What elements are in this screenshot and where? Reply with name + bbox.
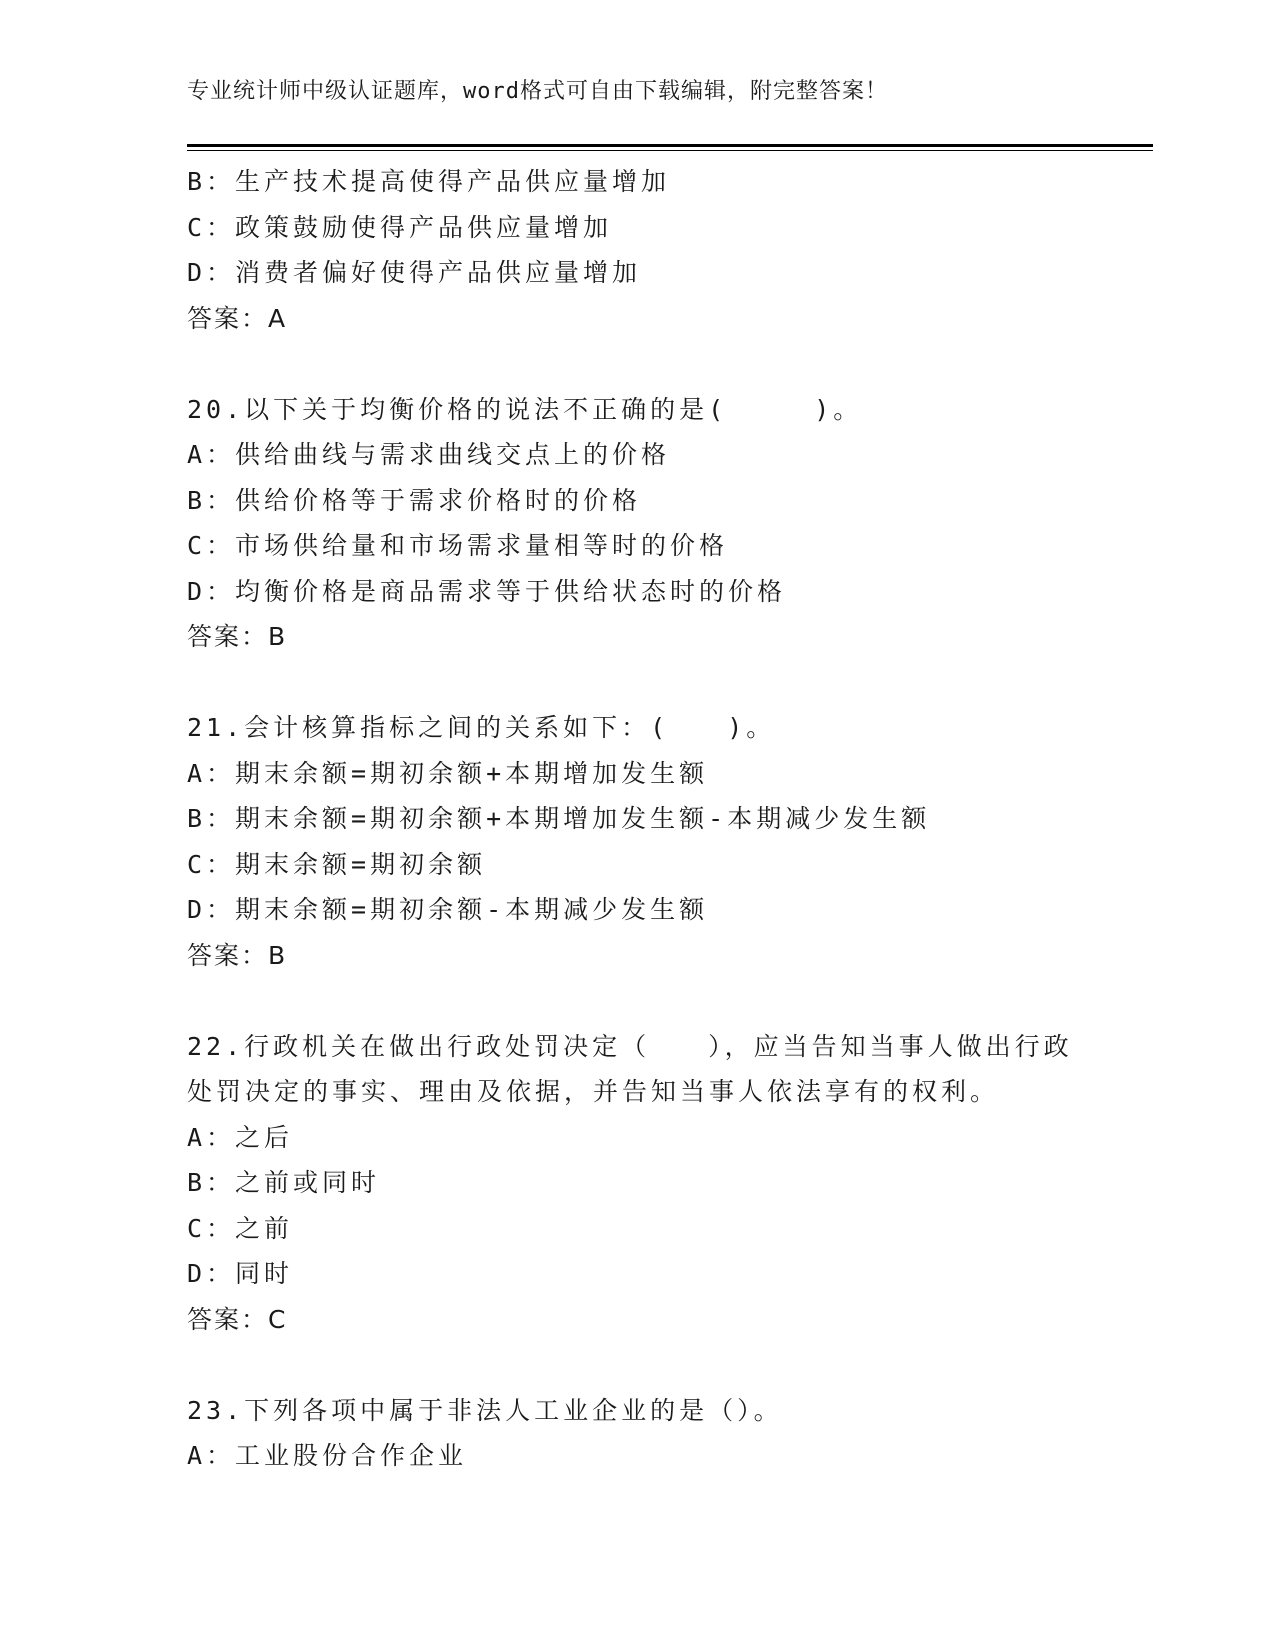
question-stem: 20.以下关于均衡价格的说法不正确的是( )。 [187,394,863,424]
option-a: A：期末余额=期初余额+本期增加发生额 [187,758,709,788]
question-content [187,159,1147,1479]
question-block-21 [187,705,1147,978]
answer-line: 答案：B [187,940,288,970]
answer-line: 答案：C [187,1304,288,1334]
header-rule-thick [187,144,1153,147]
answer-line: 答案：A [187,303,288,333]
option-c: C：期末余额=期初余额 [187,849,487,879]
option-d: D：期末余额=期初余额-本期减少发生额 [187,895,709,924]
option-d: D：消费者偏好使得产品供应量增加 [187,258,642,287]
question-stem-line-1: 22.行政机关在做出行政处罚决定（ ），应当告知当事人做出行政 [187,1031,1073,1061]
question-block-22 [187,1024,1147,1343]
option-d: D：同时 [187,1259,294,1288]
question-block-23 [187,1388,1147,1479]
option-a: A：工业股份合作企业 [187,1441,468,1470]
option-a: A：供给曲线与需求曲线交点上的价格 [187,440,671,469]
option-b: B：生产技术提高使得产品供应量增加 [187,167,671,196]
page-header: 专业统计师中级认证题库，word格式可自由下载编辑，附完整答案！ [187,79,888,104]
option-b: B：期末余额=期初余额+本期增加发生额-本期减少发生额 [187,804,931,833]
spacer [187,1342,1147,1388]
option-d: D：均衡价格是商品需求等于供给状态时的价格 [187,576,787,606]
question-stem: 21.会计核算指标之间的关系如下：( )。 [187,713,776,742]
option-c: C：之前 [187,1213,294,1243]
spacer [187,660,1147,706]
option-c: C：市场供给量和市场需求量相等时的价格 [187,531,729,560]
option-b: B：供给价格等于需求价格时的价格 [187,485,642,515]
spacer [187,978,1147,1024]
option-a: A：之后 [187,1122,294,1152]
question-block-20 [187,387,1147,660]
option-b: B：之前或同时 [187,1168,381,1197]
question-stem-line-2: 处罚决定的事实、理由及依据，并告知当事人依法享有的权利。 [187,1077,1000,1106]
question-block-19 [187,159,1147,341]
question-stem: 23.下列各项中属于非法人工业企业的是（）。 [187,1395,783,1425]
header-rule-thin [187,150,1153,151]
spacer [187,341,1147,387]
answer-line: 答案：B [187,622,288,651]
option-c: C：政策鼓励使得产品供应量增加 [187,212,613,242]
